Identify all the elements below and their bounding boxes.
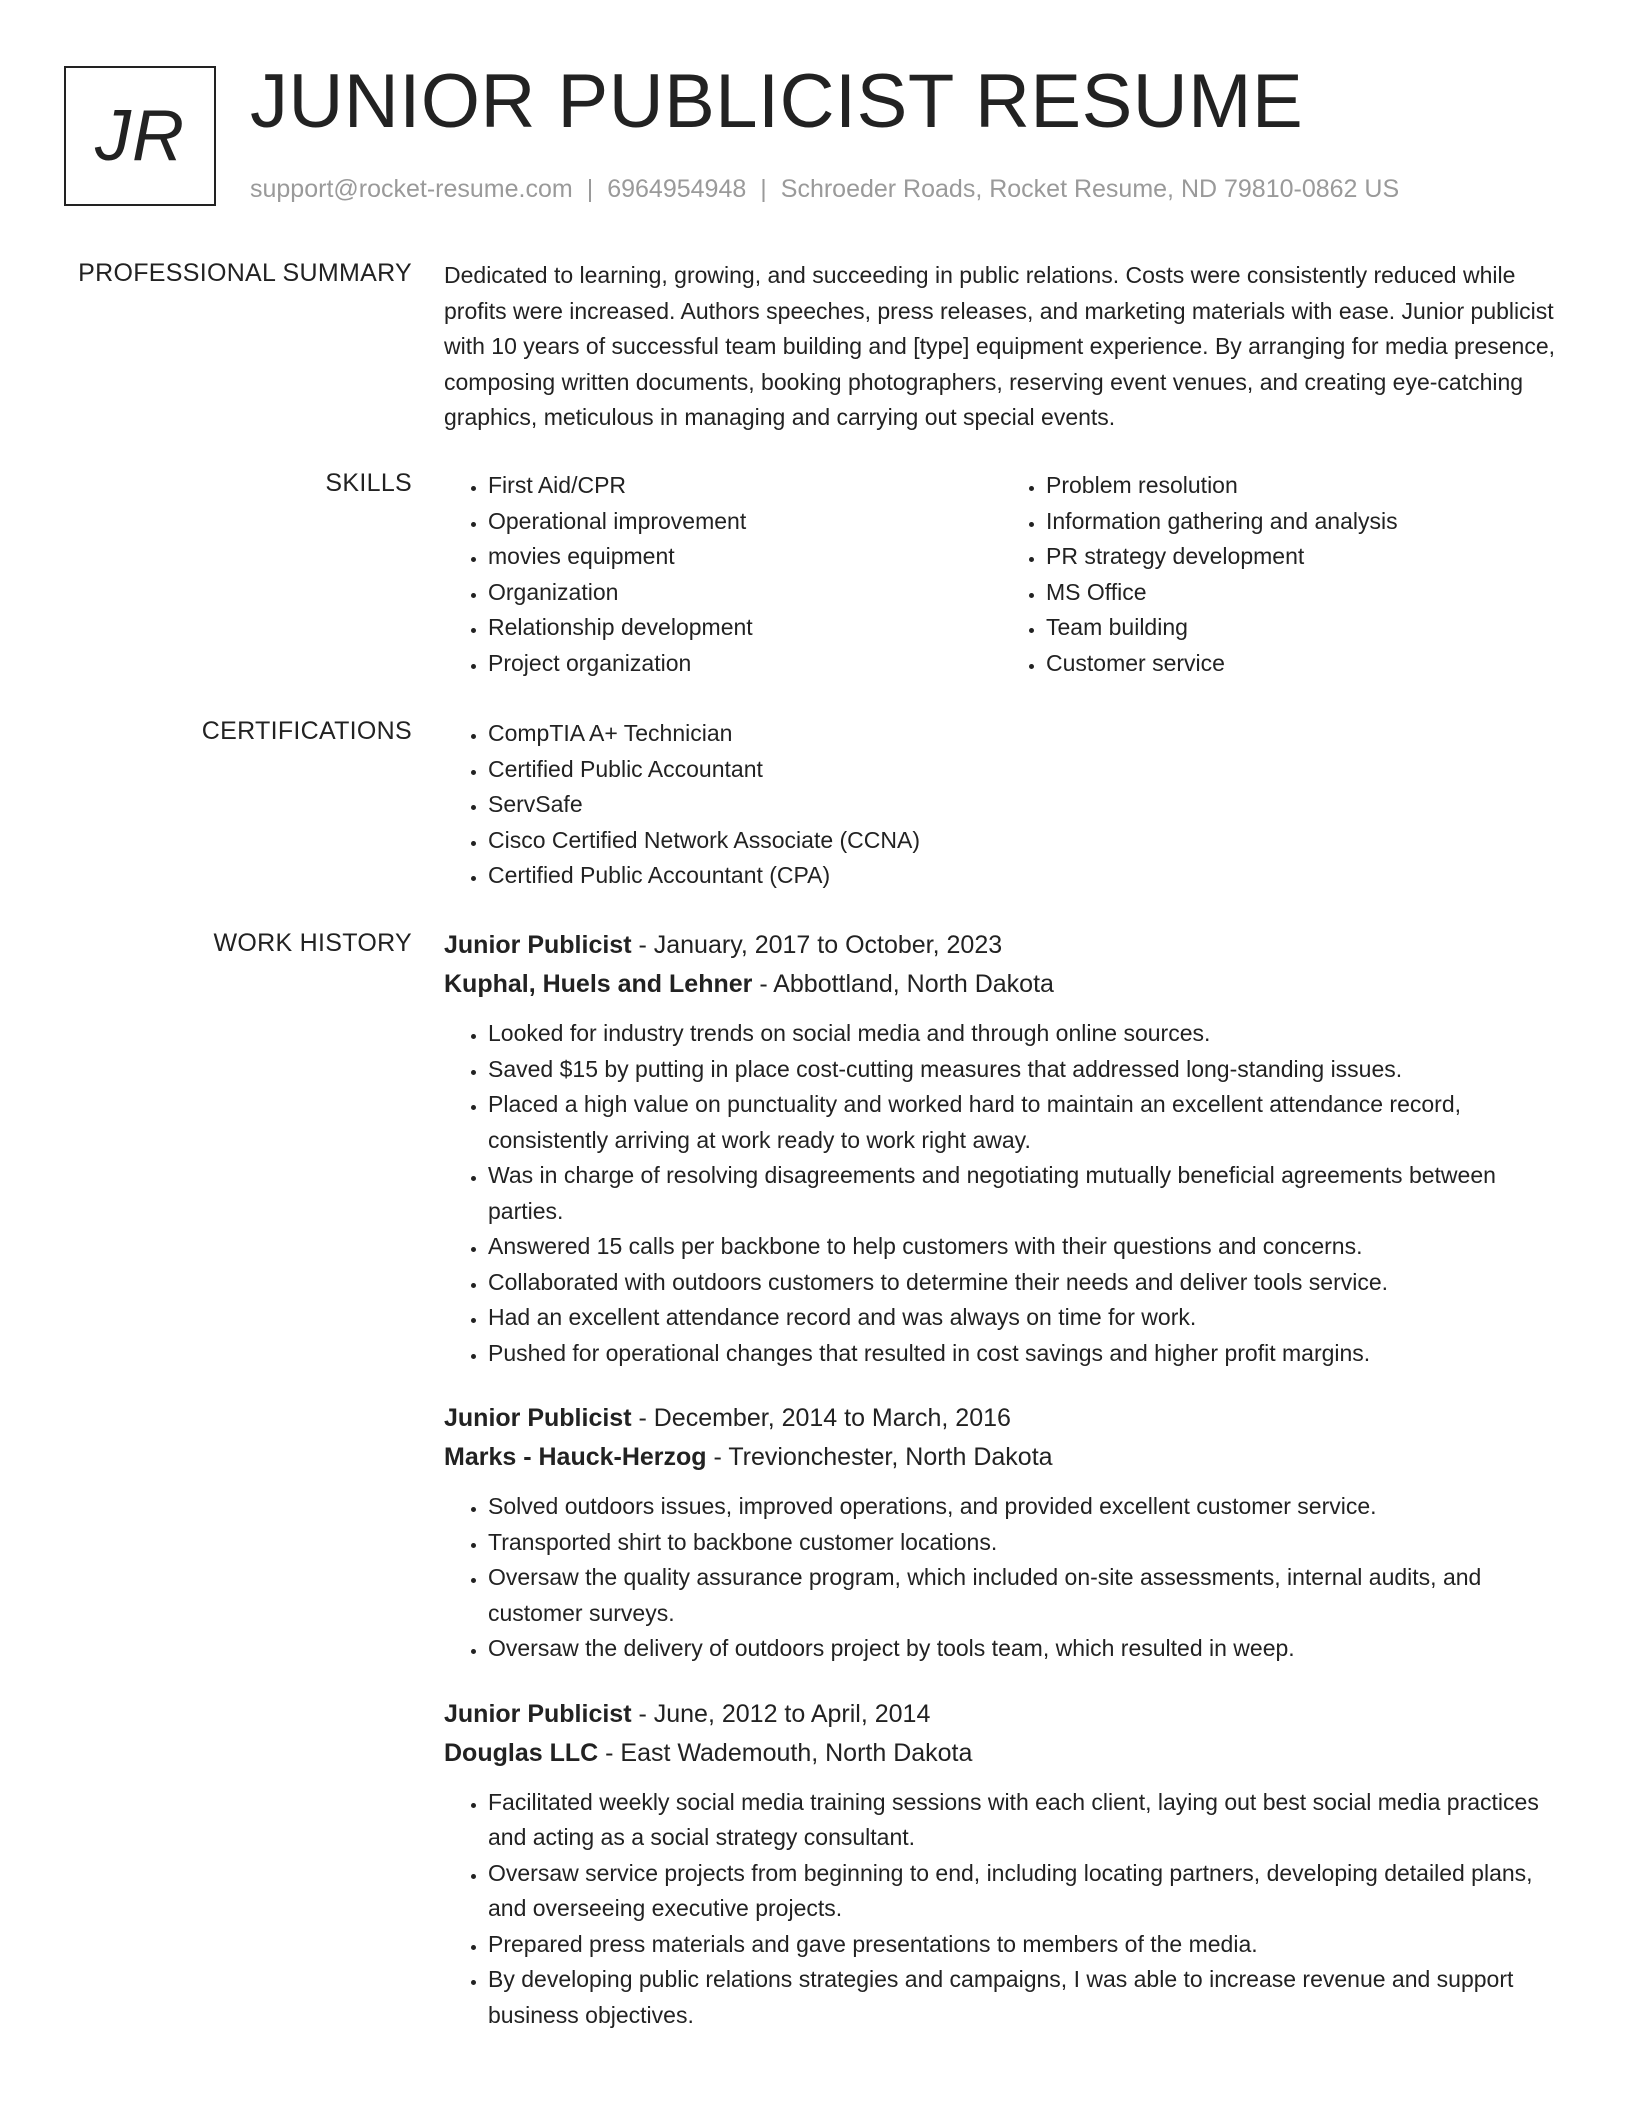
contact-phone: 6964954948 — [607, 175, 747, 203]
certification-item: • Certified Public Accountant (CPA) — [488, 858, 1560, 894]
certification-item: • Cisco Certified Network Associate (CCNA) — [488, 823, 1560, 859]
skill-item: • Operational improvement — [488, 504, 1002, 540]
contact-line — [250, 174, 1399, 204]
job-title-line — [444, 926, 1560, 965]
job-entry — [444, 1695, 1560, 2034]
skill-item: • Problem resolution — [1046, 468, 1560, 504]
job-bullet: • Facilitated weekly social media training sessions with each client, laying out best social media practices and acting as a social strategy consultant. — [488, 1785, 1560, 1856]
skills-body — [444, 468, 1560, 681]
skill-item: • Customer service — [1046, 646, 1560, 682]
job-bullet: • Transported shirt to backbone customer locations. — [488, 1525, 1560, 1561]
job-title: Junior Publicist — [444, 1699, 632, 1728]
job-bullet: • Saved $15 by putting in place cost-cutting measures that addressed long-standing issues. — [488, 1052, 1560, 1088]
certifications-body — [444, 716, 1560, 894]
contact-address: Schroeder Roads, Rocket Resume, ND 79810-0862 US — [780, 175, 1400, 203]
job-bullet: • Answered 15 calls per backbone to help customers with their questions and concerns. — [488, 1229, 1560, 1265]
job-company: Douglas LLC — [444, 1738, 599, 1767]
summary-body — [444, 258, 1560, 436]
skill-item: • PR strategy development — [1046, 539, 1560, 575]
certifications-heading: CERTIFICATIONS — [201, 717, 412, 745]
job-dates: - January, 2017 to October, 2023 — [631, 931, 1003, 959]
page-title: JUNIOR PUBLICIST RESUME — [250, 59, 1304, 144]
job-company: Marks - Hauck-Herzog — [444, 1443, 707, 1471]
contact-email: support@rocket-resume.com — [250, 175, 573, 203]
job-title-line — [444, 1399, 1560, 1438]
job-bullet: • Solved outdoors issues, improved operations, and provided excellent customer service. — [488, 1489, 1560, 1525]
job-entry — [444, 926, 1560, 1371]
skill-item: • Information gathering and analysis — [1046, 504, 1560, 540]
job-company-line — [444, 1438, 1560, 1477]
skill-item: • Organization — [488, 575, 1002, 611]
skill-item: • movies equipment — [488, 539, 1002, 575]
job-title-line — [444, 1695, 1560, 1734]
job-bullet: • Oversaw the quality assurance program, which included on-site assessments, internal audits, and customer surveys. — [488, 1560, 1560, 1631]
certification-item: • ServSafe — [488, 787, 1560, 823]
certification-item: • Certified Public Accountant — [488, 752, 1560, 788]
certification-item: • CompTIA A+ Technician — [488, 716, 1560, 752]
job-bullet: • Pushed for operational changes that resulted in cost savings and higher profit margins. — [488, 1336, 1560, 1372]
skill-item: • First Aid/CPR — [488, 468, 1002, 504]
skill-item: • MS Office — [1046, 575, 1560, 611]
job-bullet: • Was in charge of resolving disagreements and negotiating mutually beneficial agreements between parties. — [488, 1158, 1560, 1229]
job-bullet: • Had an excellent attendance record and was always on time for work. — [488, 1300, 1560, 1336]
skill-item: • Relationship development — [488, 610, 1002, 646]
job-company-line — [444, 1734, 1560, 1773]
job-bullet: • Prepared press materials and gave presentations to members of the media. — [488, 1927, 1560, 1963]
job-company-line — [444, 965, 1560, 1004]
job-bullets — [444, 1016, 1560, 1371]
job-bullet: • Placed a high value on punctuality and worked hard to maintain an excellent attendance record, consistently arriving at work ready to work right away. — [488, 1087, 1560, 1158]
job-title: Junior Publicist — [444, 931, 632, 959]
job-company: Kuphal, Huels and Lehner — [444, 970, 753, 998]
job-bullet: • Oversaw the delivery of outdoors project by tools team, which resulted in weep. — [488, 1631, 1560, 1667]
work-history-heading: WORK HISTORY — [213, 929, 412, 957]
work-history-body — [444, 926, 1560, 2061]
skill-item: • Team building — [1046, 610, 1560, 646]
job-title: Junior Publicist — [444, 1404, 632, 1432]
job-location: - East Wademouth, North Dakota — [598, 1738, 973, 1767]
monogram-initials: JR — [95, 96, 185, 176]
job-bullet: • Looked for industry trends on social media and through online sources. — [488, 1016, 1560, 1052]
job-dates: - June, 2012 to April, 2014 — [631, 1699, 931, 1728]
job-entry — [444, 1399, 1560, 1667]
job-bullets — [444, 1785, 1560, 2034]
certifications-list — [444, 716, 1560, 894]
summary-text: Dedicated to learning, growing, and succeeding in public relations. Costs were consistently reduced while profits were increased. Authors speeches, press releases, and marketing materials with ease. Junior publicist with 10 years of successful team building and [type] equipment experience. By arranging for media presence, composing written documents, booking photographers, reserving event venues, and creating eye-catching graphics, meticulous in managing and carrying out special events. — [444, 262, 1556, 430]
job-dates: - December, 2014 to March, 2016 — [631, 1404, 1011, 1432]
job-bullet: • Collaborated with outdoors customers to determine their needs and deliver tools service. — [488, 1265, 1560, 1301]
job-location: - Trevionchester, North Dakota — [706, 1443, 1053, 1471]
job-bullet: • By developing public relations strategies and campaigns, I was able to increase revenue and support business objectives. — [488, 1962, 1560, 2033]
contact-separator: | — [586, 175, 594, 203]
skill-item: • Project organization — [488, 646, 1002, 682]
contact-separator: | — [760, 175, 767, 203]
summary-heading: PROFESSIONAL SUMMARY — [78, 259, 412, 287]
job-bullets — [444, 1489, 1560, 1667]
job-location: - Abbottland, North Dakota — [752, 970, 1054, 998]
skills-list-right — [1002, 468, 1560, 681]
skills-heading: SKILLS — [325, 469, 412, 497]
job-bullet: • Oversaw service projects from beginning to end, including locating partners, developing detailed plans, and overseeing executive projects. — [488, 1856, 1560, 1927]
skills-list-left — [444, 468, 1002, 681]
monogram-badge — [64, 66, 216, 206]
